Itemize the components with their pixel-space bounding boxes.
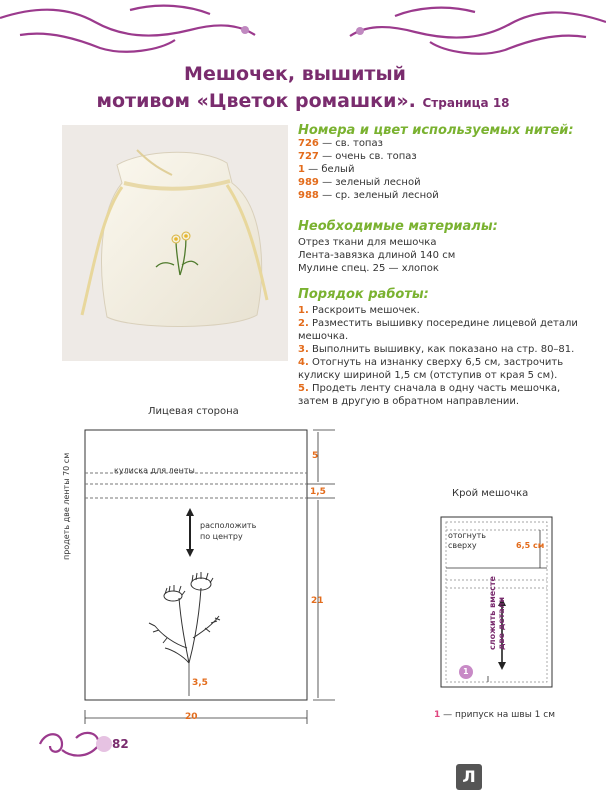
title-main: мотивом «Цветок ромашки». bbox=[96, 90, 416, 112]
thread-color: — св. топаз bbox=[322, 138, 383, 149]
fold-label-line: отогнуть bbox=[448, 531, 486, 540]
step-item bbox=[298, 317, 598, 343]
materials-heading: Необходимые материалы: bbox=[298, 219, 498, 234]
dim-inner: 3,5 bbox=[192, 678, 208, 688]
thread-color: — ср. зеленый лесной bbox=[322, 190, 439, 201]
steps-heading: Порядок работы: bbox=[298, 287, 429, 302]
thread-color: — очень св. топаз bbox=[322, 151, 417, 162]
vertical-label-line: сложить вместе bbox=[488, 576, 497, 650]
step-item bbox=[298, 304, 598, 317]
material-item: Лента-завязка длиной 140 см bbox=[298, 250, 456, 261]
fold-label-line: сверху bbox=[448, 541, 477, 550]
thread-number: 989 bbox=[298, 177, 319, 188]
steps-section bbox=[298, 288, 598, 408]
step-number: 3. bbox=[298, 344, 309, 355]
front-diagram-title: Лицевая сторона bbox=[148, 406, 239, 417]
material-item: Мулине спец. 25 — хлопок bbox=[298, 263, 439, 274]
thread-item bbox=[298, 150, 574, 163]
thread-number: 727 bbox=[298, 151, 319, 162]
thread-item bbox=[298, 137, 574, 150]
step-item bbox=[298, 356, 598, 382]
step-text: Разместить вышивку посередине лицевой детали bbox=[311, 318, 578, 329]
step-text: затем в другую в обратном направлении. bbox=[298, 396, 520, 407]
vertical-label-line: две детали bbox=[497, 596, 506, 650]
step-number: 1. bbox=[298, 305, 309, 316]
thread-number: 1 bbox=[298, 164, 305, 175]
side-label: продеть две ленты 70 см bbox=[62, 452, 71, 560]
fold-label bbox=[448, 531, 486, 551]
step-number: 4. bbox=[298, 357, 309, 368]
dim-top: 5 bbox=[312, 451, 319, 461]
step-text: Раскроить мешочек. bbox=[311, 305, 420, 316]
title-line-2 bbox=[0, 90, 606, 112]
thread-item bbox=[298, 163, 574, 176]
top-ornament bbox=[0, 0, 606, 60]
pouch-illustration bbox=[62, 125, 288, 361]
page-reference: Страница 18 bbox=[422, 96, 510, 110]
position-label-line: расположить bbox=[200, 521, 257, 530]
thread-item bbox=[298, 176, 574, 189]
logo: Л bbox=[456, 764, 482, 790]
footer-ornament bbox=[36, 724, 116, 764]
page-number: 82 bbox=[112, 737, 129, 751]
step-text: кулиску шириной 1,5 см (отступив от края 5 см). bbox=[298, 370, 558, 381]
thread-item bbox=[298, 189, 574, 202]
fold-dim: 6,5 см bbox=[516, 541, 545, 550]
position-label-line: по центру bbox=[200, 532, 243, 541]
product-photo bbox=[62, 125, 288, 361]
allowance-text: — припуск на швы 1 см bbox=[443, 710, 555, 720]
step-item bbox=[298, 343, 598, 356]
step-text: Продеть ленту сначала в одну часть мешочка, bbox=[311, 383, 561, 394]
dim-width: 20 bbox=[185, 712, 198, 722]
vertical-label bbox=[488, 576, 506, 650]
title-line-1: Мешочек, вышитый bbox=[184, 63, 406, 85]
casing-label: кулиска для ленты bbox=[114, 466, 195, 475]
threads-heading: Номера и цвет используемых нитей: bbox=[298, 123, 574, 138]
thread-color: — зеленый лесной bbox=[322, 177, 421, 188]
cut-diagram-title: Крой мешочка bbox=[452, 488, 529, 499]
step-text: мешочка. bbox=[298, 331, 349, 342]
thread-color: — белый bbox=[308, 164, 355, 175]
thread-number: 988 bbox=[298, 190, 319, 201]
step-number: 5. bbox=[298, 383, 309, 394]
step-number: 2. bbox=[298, 318, 309, 329]
cut-marker: 1 bbox=[463, 667, 469, 676]
materials-section bbox=[298, 220, 498, 275]
allowance-number: 1 bbox=[434, 710, 441, 720]
step-text: Выполнить вышивку, как показано на стр. 80–81. bbox=[311, 344, 575, 355]
position-label bbox=[200, 520, 256, 542]
allowance-note bbox=[434, 710, 555, 720]
thread-number: 726 bbox=[298, 138, 319, 149]
step-item bbox=[298, 382, 598, 408]
step-text: Отогнуть на изнанку сверху 6,5 см, застрочить bbox=[311, 357, 564, 368]
dim-casing: 1,5 bbox=[310, 487, 326, 497]
material-item: Отрез ткани для мешочка bbox=[298, 237, 437, 248]
dim-height: 21 bbox=[311, 596, 324, 606]
threads-section bbox=[298, 124, 574, 202]
